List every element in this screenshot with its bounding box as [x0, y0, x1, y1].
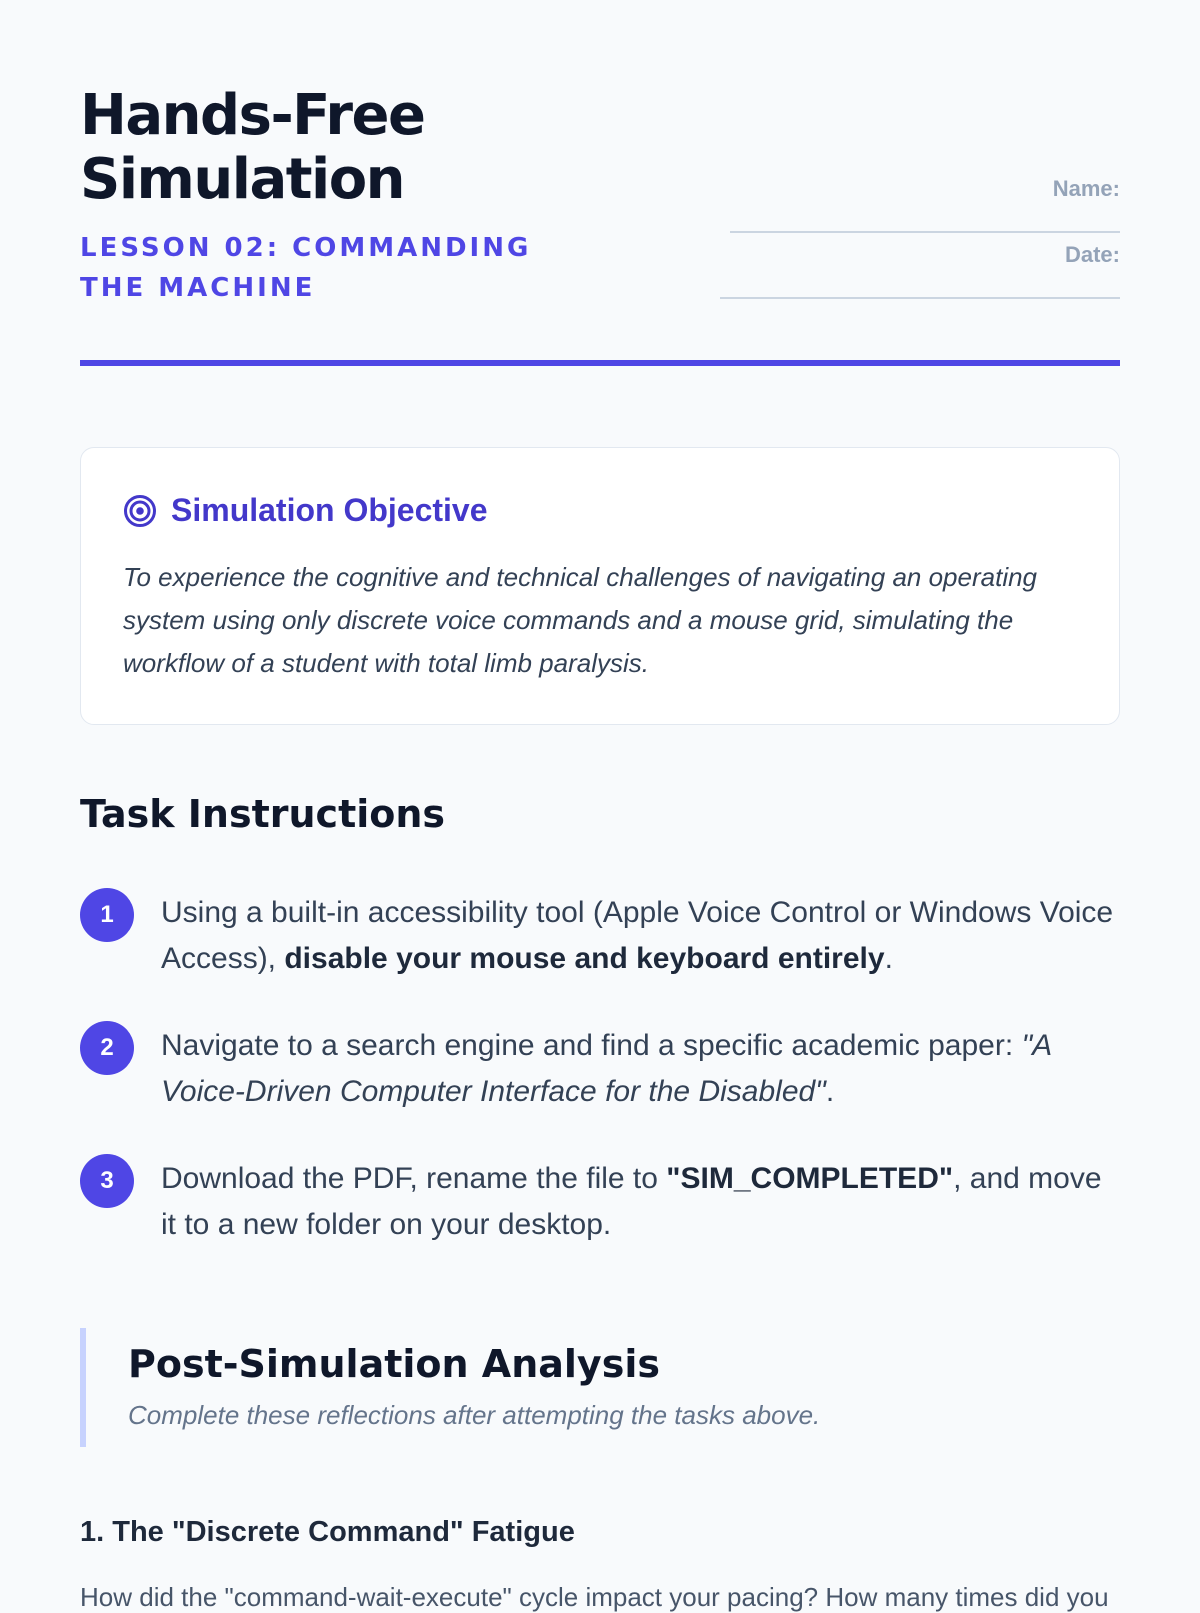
- task-text-part: Download the PDF, rename the file to: [161, 1162, 667, 1195]
- task-text: [161, 1156, 1121, 1248]
- analysis-callout: [80, 1328, 1120, 1447]
- worksheet-page: [80, 0, 1120, 1612]
- task-item: [80, 888, 1120, 980]
- page-title: Hands-Free Simulation: [80, 83, 425, 212]
- task-item: [80, 1154, 1120, 1246]
- date-field-line[interactable]: [720, 297, 1120, 299]
- task-text-part: Using a built-in accessibility tool (Apple Voice Control or Windows Voice Access),: [161, 896, 1114, 975]
- name-label: Name:: [1052, 176, 1120, 201]
- task-number-badge: 2: [80, 1021, 134, 1075]
- file-name: "SIM_COMPLETED": [666, 1162, 954, 1195]
- question-title: 1. The "Discrete Command" Fatigue: [80, 1516, 575, 1548]
- analysis-heading: Post-Simulation Analysis: [128, 1342, 660, 1386]
- task-text-part: .: [825, 1075, 835, 1108]
- question-text: How did the "command-wait-execute" cycle impact your pacing? How many times did you: [80, 1582, 1109, 1612]
- task-text-emphasis: disable your mouse and keyboard entirely: [284, 942, 885, 975]
- objective-header: [123, 492, 488, 529]
- task-text-part: , and move it to a new folder on your desktop.: [161, 1162, 1102, 1241]
- task-text-part: Navigate to a search engine and find a specific academic paper:: [161, 1029, 1022, 1062]
- lesson-subtitle: LESSON 02: COMMANDING THE MACHINE: [80, 233, 532, 303]
- task-text: [161, 890, 1121, 982]
- task-number-badge: 1: [80, 888, 134, 942]
- task-list: [80, 888, 1120, 1287]
- date-label: Date:: [1064, 242, 1120, 267]
- objective-title: Simulation Objective: [171, 492, 488, 528]
- task-text-part: .: [884, 942, 893, 975]
- objective-text: To experience the cognitive and technical challenges of navigating an operating system using only discrete voice commands and a mouse grid, simulating the workflow of a student with total limb paralysis.: [123, 562, 1038, 678]
- task-instructions-heading: Task Instructions: [80, 792, 446, 836]
- worksheet-header: [80, 0, 1120, 366]
- header-divider: [80, 360, 1120, 366]
- task-number-badge: 3: [80, 1154, 134, 1208]
- paper-title: "A Voice-Driven Computer Interface for the Disabled": [161, 1029, 1052, 1108]
- name-field-line[interactable]: [730, 231, 1120, 233]
- objective-card: [80, 447, 1120, 725]
- analysis-subtitle: Complete these reflections after attempting the tasks above.: [128, 1400, 821, 1430]
- task-text: [161, 1023, 1121, 1115]
- task-item: [80, 1021, 1120, 1113]
- target-icon: [123, 494, 157, 528]
